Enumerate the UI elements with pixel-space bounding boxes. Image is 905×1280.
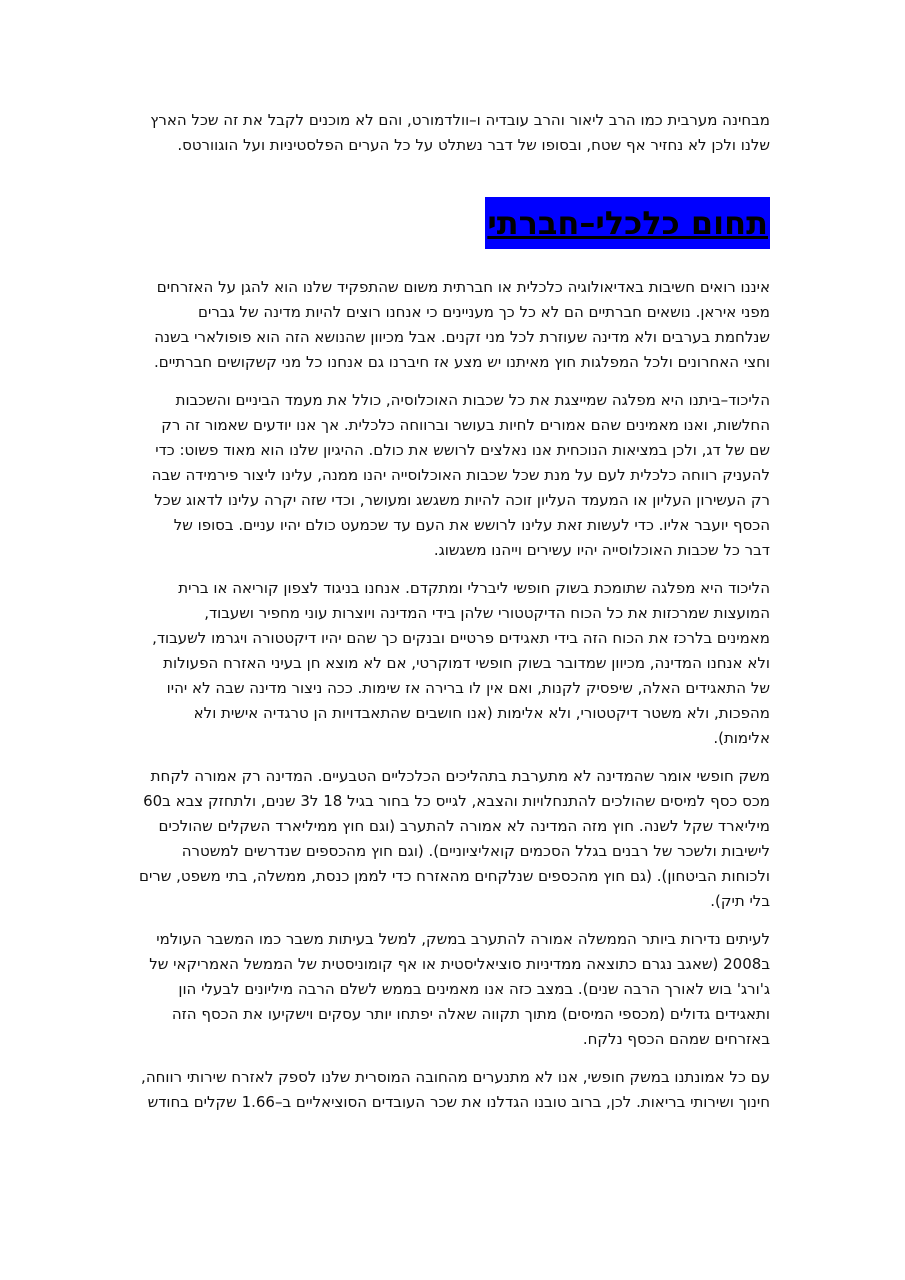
paragraph-state [134, 764, 770, 914]
paragraph-classes [134, 388, 770, 563]
text-line: המועצות שמרכזות את כל הכוח הדיקטטורי שלהן בידי המדינה ויוצרות עוני מחפיר ושעבוד, [204, 604, 770, 622]
text-line: מכס כסף למיסים שהולכים להתנחלויות והצבא, לגייס כל בחור בגיל 18 ל3 שנים, ולתחזק צבא ב60 [143, 792, 770, 810]
paragraph-free-market [134, 576, 770, 751]
text-line: באזרחים שמהם הכסף נלקח. [582, 1030, 770, 1048]
text-line: ולא אנחנו המדינה, מכיוון שמדובר בשוק חופשי דמוקרטי, אם לא מוצא חן בעיני האזרח הפעולות [163, 654, 770, 672]
text-line: שנלחמת בערבים ולא מדינה שעוזרת לכל מני זקנים. אבל מכיוון שהנושא הזה הוא פופולארי בשנה [154, 328, 770, 346]
text-line: בלי תיק). [710, 892, 770, 910]
text-line: ותאגידים גדולים (מכספי המיסים) מתוך תקווה שאלה יפתחו יותר עסקים וישקיעו את הכסף הזה [171, 1005, 770, 1023]
paragraph-welfare [134, 1065, 770, 1115]
text-line: הליכוד היא מפלגה שתומכת בשוק חופשי ליברלי ומתקדם. אנחנו בניגוד לצפון קוריאה או ברית [178, 579, 770, 597]
intro-paragraph [134, 108, 770, 158]
text-line: לעיתים נדירות ביותר הממשלה אמורה להתערב במשק, למשל בעיתות משבר כמו המשבר העולמי [156, 930, 770, 948]
paragraph-crisis [134, 927, 770, 1052]
text-line: דבר כל שכבות האוכלוסייה יהיו עשירים וייהנו משגשוג. [433, 541, 770, 559]
text-line: ג'ורג' בוש לאורך הרבה שנים). במצב כזה אנו מאמינים בממש לשלם הרבה מיליונים לבעלי הון [178, 980, 770, 998]
section-heading: תחום כלכלי–חברתי [485, 197, 770, 249]
text-line: לישיבות ולשכר של רבנים בגלל הסכמים קואליציוניים). (וגם חוץ מהכספים שנדרשים למשטרה [181, 842, 770, 860]
text-line: החלשות, ואנו מאמינים שהם אמורים לחיות בעושר וברווחה כלכלית. אך אנו יודעים שאמור זה רק [161, 416, 770, 434]
section-heading-wrap [134, 197, 770, 249]
text-line: ולכוחות הביטחון). (גם חוץ מהכספים שנלקחים מהאזרח כדי לממן כנסת, ממשלה, בתי משפט, שרים [138, 867, 770, 885]
text-line: מהפכות, ולא משטר דיקטטורי, ולא אלימות (אנו חושבים שהתאבדויות הן טרגדיה אישית ולא [193, 704, 770, 722]
text-line: מאמינים בלרכז את הכוח הזה בידי תאגידים פרטיים ובנקים כך שהם יהיו דיקטטורה ויגרמו לשעבוד, [152, 629, 770, 647]
text-line: רק העשירון העליון או המעמד העליון זוכה להיות משגשג ומעושר, וכדי שזה יקרה עלינו לדאוג שכל [154, 491, 770, 509]
text-line: שם של דג, ולכן במציאות הנוכחית אנו נאלצים לרושש את כולם. ההיגיון שלנו הוא מאוד פשוט: כדי [155, 441, 770, 459]
text-line: חינוך ושירותי בריאות. לכן, ברוב טובנו הגדלנו את שכר העובדים הסוציאליים ב–1.66 שקלים בחודש [147, 1093, 770, 1111]
paragraph-society [134, 275, 770, 375]
text-line: הליכוד–ביתנו היא מפלגה שמייצגת את כל שכבות האוכלוסיה, כולל את מעמד הביניים והשכבות [175, 391, 770, 409]
text-line: משק חופשי אומר שהמדינה לא מתערבת בתהליכים הכלכליים הטבעיים. המדינה רק אמורה לקחת [150, 767, 770, 785]
text-line: של התאגידים האלה, שיפסיק לקנות, ואם אין לו ברירה אז שימות. ככה ניצור מדינה שבה לא יהיו [166, 679, 770, 697]
text-line: עם כל אמונתנו במשק חופשי, אנו לא מתנערים מהחובה המוסרית שלנו לספק לאזרח שירותי רווחה, [141, 1068, 770, 1086]
text-line: מבחינה מערבית כמו הרב ליאור והרב עובדיה ו–וולדמורט, והם לא מוכנים לקבל את זה שכל הארץ [150, 111, 770, 129]
text-line: מיליארד שקל לשנה. חוץ מזה המדינה לא אמורה להתערב (וגם חוץ ממיליארד השקלים שהולכים [158, 817, 770, 835]
text-line: הכסף יועבר אליו. כדי לעשות זאת עלינו לרושש את העם עד שכמעט כולם יהיו עניים. בסופו של [173, 516, 770, 534]
document-content [134, 108, 770, 1115]
text-line: ב2008 (שאגב נגרם כתוצאה ממדיניות סוציאליסטית או אף קומוניסטית של הממשל האמריקאי של [149, 955, 770, 973]
text-line: מפני איראן. נושאים חברתיים הם לא כל כך מעניינים כי אנחנו רוצים להיות מדינה של גברים [198, 303, 770, 321]
text-line: אלימות). [713, 729, 770, 747]
text-line: להעניק רווחה כלכלית לעם על מנת שכל שכבות האוכלוסייה יהנו ממנה, עלינו ליצור פירמידה שבה [151, 466, 770, 484]
text-line: איננו רואים חשיבות באדיאולוגיה כלכלית או חברתית משום שהתפקיד שלנו הוא להגן על האזרחים [156, 278, 770, 296]
text-line: וחצי האחרונים ולכל המפלגות חוץ מאיתנו יש מצע אז חיברנו גם אנחנו כל מני קשקושים חברתיים. [153, 353, 770, 371]
text-line: שלנו ולכן לא נחזיר אף שטח, ובסופו של דבר נשתלט על כל הערים הפלסטיניות ועל הוגוורטס. [177, 136, 770, 154]
